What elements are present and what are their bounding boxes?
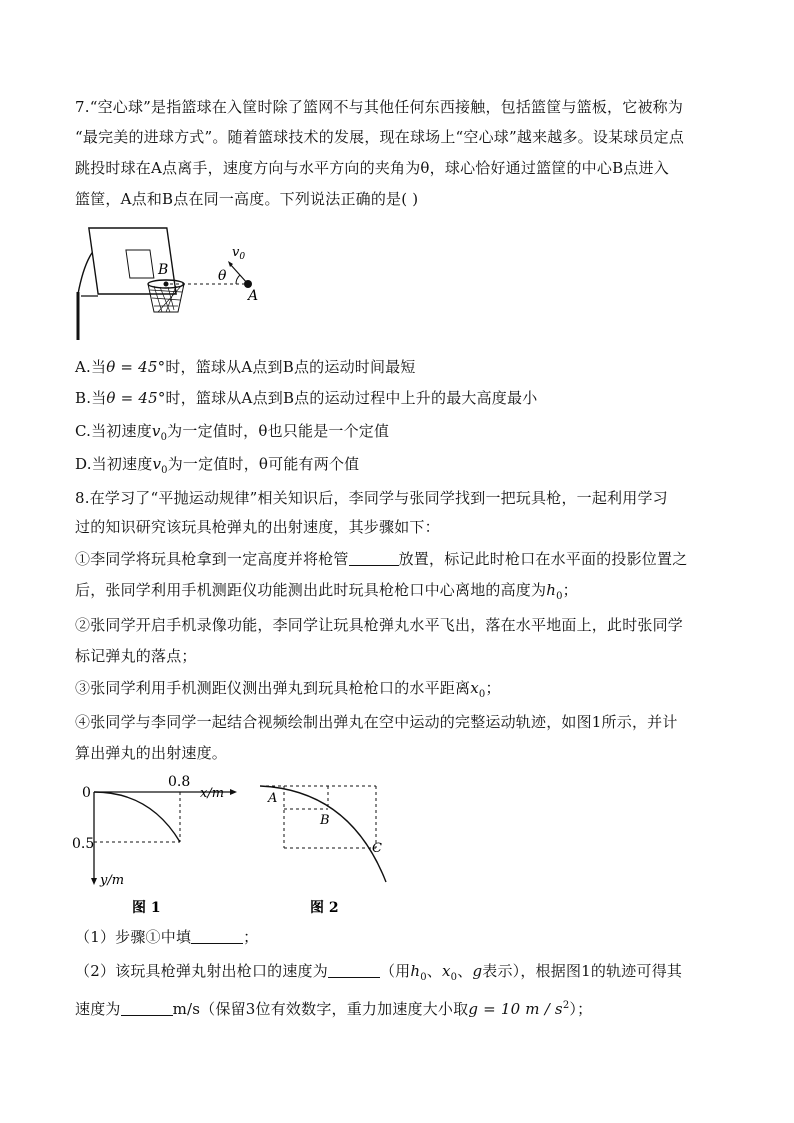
q7-line-4: 篮筐，A点和B点在同一高度。下列说法正确的是( ) <box>75 190 419 208</box>
q8-sub2-line2: 速度为 m/s（保留3位有效数字，重力加速度大小取g = 10 m / $s^2$）； <box>75 1000 593 1018</box>
fig1-x-axis: x/m <box>200 786 225 801</box>
q8-step2-line2: 标记弹丸的落点； <box>75 647 197 665</box>
basketball-figure <box>70 222 270 342</box>
blank-2 <box>191 928 243 944</box>
q8-step3: ③张同学利用手机测距仪测出弹丸到玩具枪枪口的水平距离$x_0$； <box>75 679 501 700</box>
q7-option-a: A.当θ = 45°时，篮球从A点到B点的运动时间最短 <box>75 358 416 376</box>
fig1-y-tick: 0.5 <box>72 836 95 852</box>
q7-option-c: C.当初速度$v_0$为一定值时，θ也只能是一个定值 <box>75 422 390 443</box>
fig2-label-A: A <box>268 791 278 806</box>
fig2-label-C: C <box>372 841 382 856</box>
q8-step4-line1: ④张同学与李同学一起结合视频绘制出弹丸在空中运动的完整运动轨迹，如图1所示，并计 <box>75 713 678 731</box>
q7-line-3: 跳投时球在A点离手，速度方向与水平方向的夹角为θ，球心恰好通过篮筐的中心B点进入 <box>75 159 669 177</box>
fig2-caption: 图 2 <box>310 900 339 916</box>
figure-2 <box>250 772 400 920</box>
q7-option-d: D.当初速度$v_0$为一定值时，θ可能有两个值 <box>75 455 360 476</box>
q8-step1-line2: 后，张同学利用手机测距仪功能测出此时玩具枪枪口中心离地的高度为$h_0$； <box>75 581 578 602</box>
blank-3 <box>328 962 380 978</box>
fig1-x-tick: 0.8 <box>168 774 191 790</box>
blank-1 <box>349 550 399 566</box>
q7-option-b: B.当θ = 45°时，篮球从A点到B点的运动过程中上升的最大高度最小 <box>75 389 538 407</box>
fig1-y-axis: y/m <box>100 873 125 888</box>
q8-step2-line1: ②张同学开启手机录像功能，李同学让玩具枪弹丸水平飞出，落在水平地面上，此时张同学 <box>75 616 684 634</box>
q8-intro-2: 过的知识研究该玩具枪弹丸的出射速度，其步骤如下： <box>75 518 440 536</box>
figure-1 <box>70 772 250 920</box>
label-theta: θ <box>218 268 227 284</box>
q7-line-2: “最完美的进球方式”。随着篮球技术的发展，现在球场上“空心球”越来越多。设某球员定点 <box>75 128 685 146</box>
label-A: A <box>248 288 259 304</box>
q7-line-1: 7.“空心球”是指篮球在入筐时除了篮网不与其他任何东西接触，包括篮筐与篮板，它被称为 <box>75 98 684 116</box>
label-B: B <box>158 262 169 278</box>
fig1-caption: 图 1 <box>132 900 161 916</box>
fig2-label-B: B <box>320 813 330 828</box>
q8-step4-line2: 算出弹丸的出射速度。 <box>75 744 228 762</box>
fig1-origin: 0 <box>82 785 91 801</box>
q8-step1-line1: ①李同学将玩具枪拿到一定高度并将枪管 放置，标记此时枪口在水平面的投影位置之 <box>75 550 688 568</box>
q8-sub1: （1）步骤①中填 ； <box>75 928 259 946</box>
q8-intro-1: 8.在学习了“平抛运动规律”相关知识后，李同学与张同学找到一把玩具枪，一起利用学习 <box>75 489 668 507</box>
blank-4 <box>121 1000 173 1016</box>
q8-sub2-line1: （2）该玩具枪弹丸射出枪口的速度为 （用$h_0$、$x_0$、g表示），根据图1的轨迹可得其 <box>75 962 683 983</box>
label-v0: $v_0$ <box>232 245 246 262</box>
